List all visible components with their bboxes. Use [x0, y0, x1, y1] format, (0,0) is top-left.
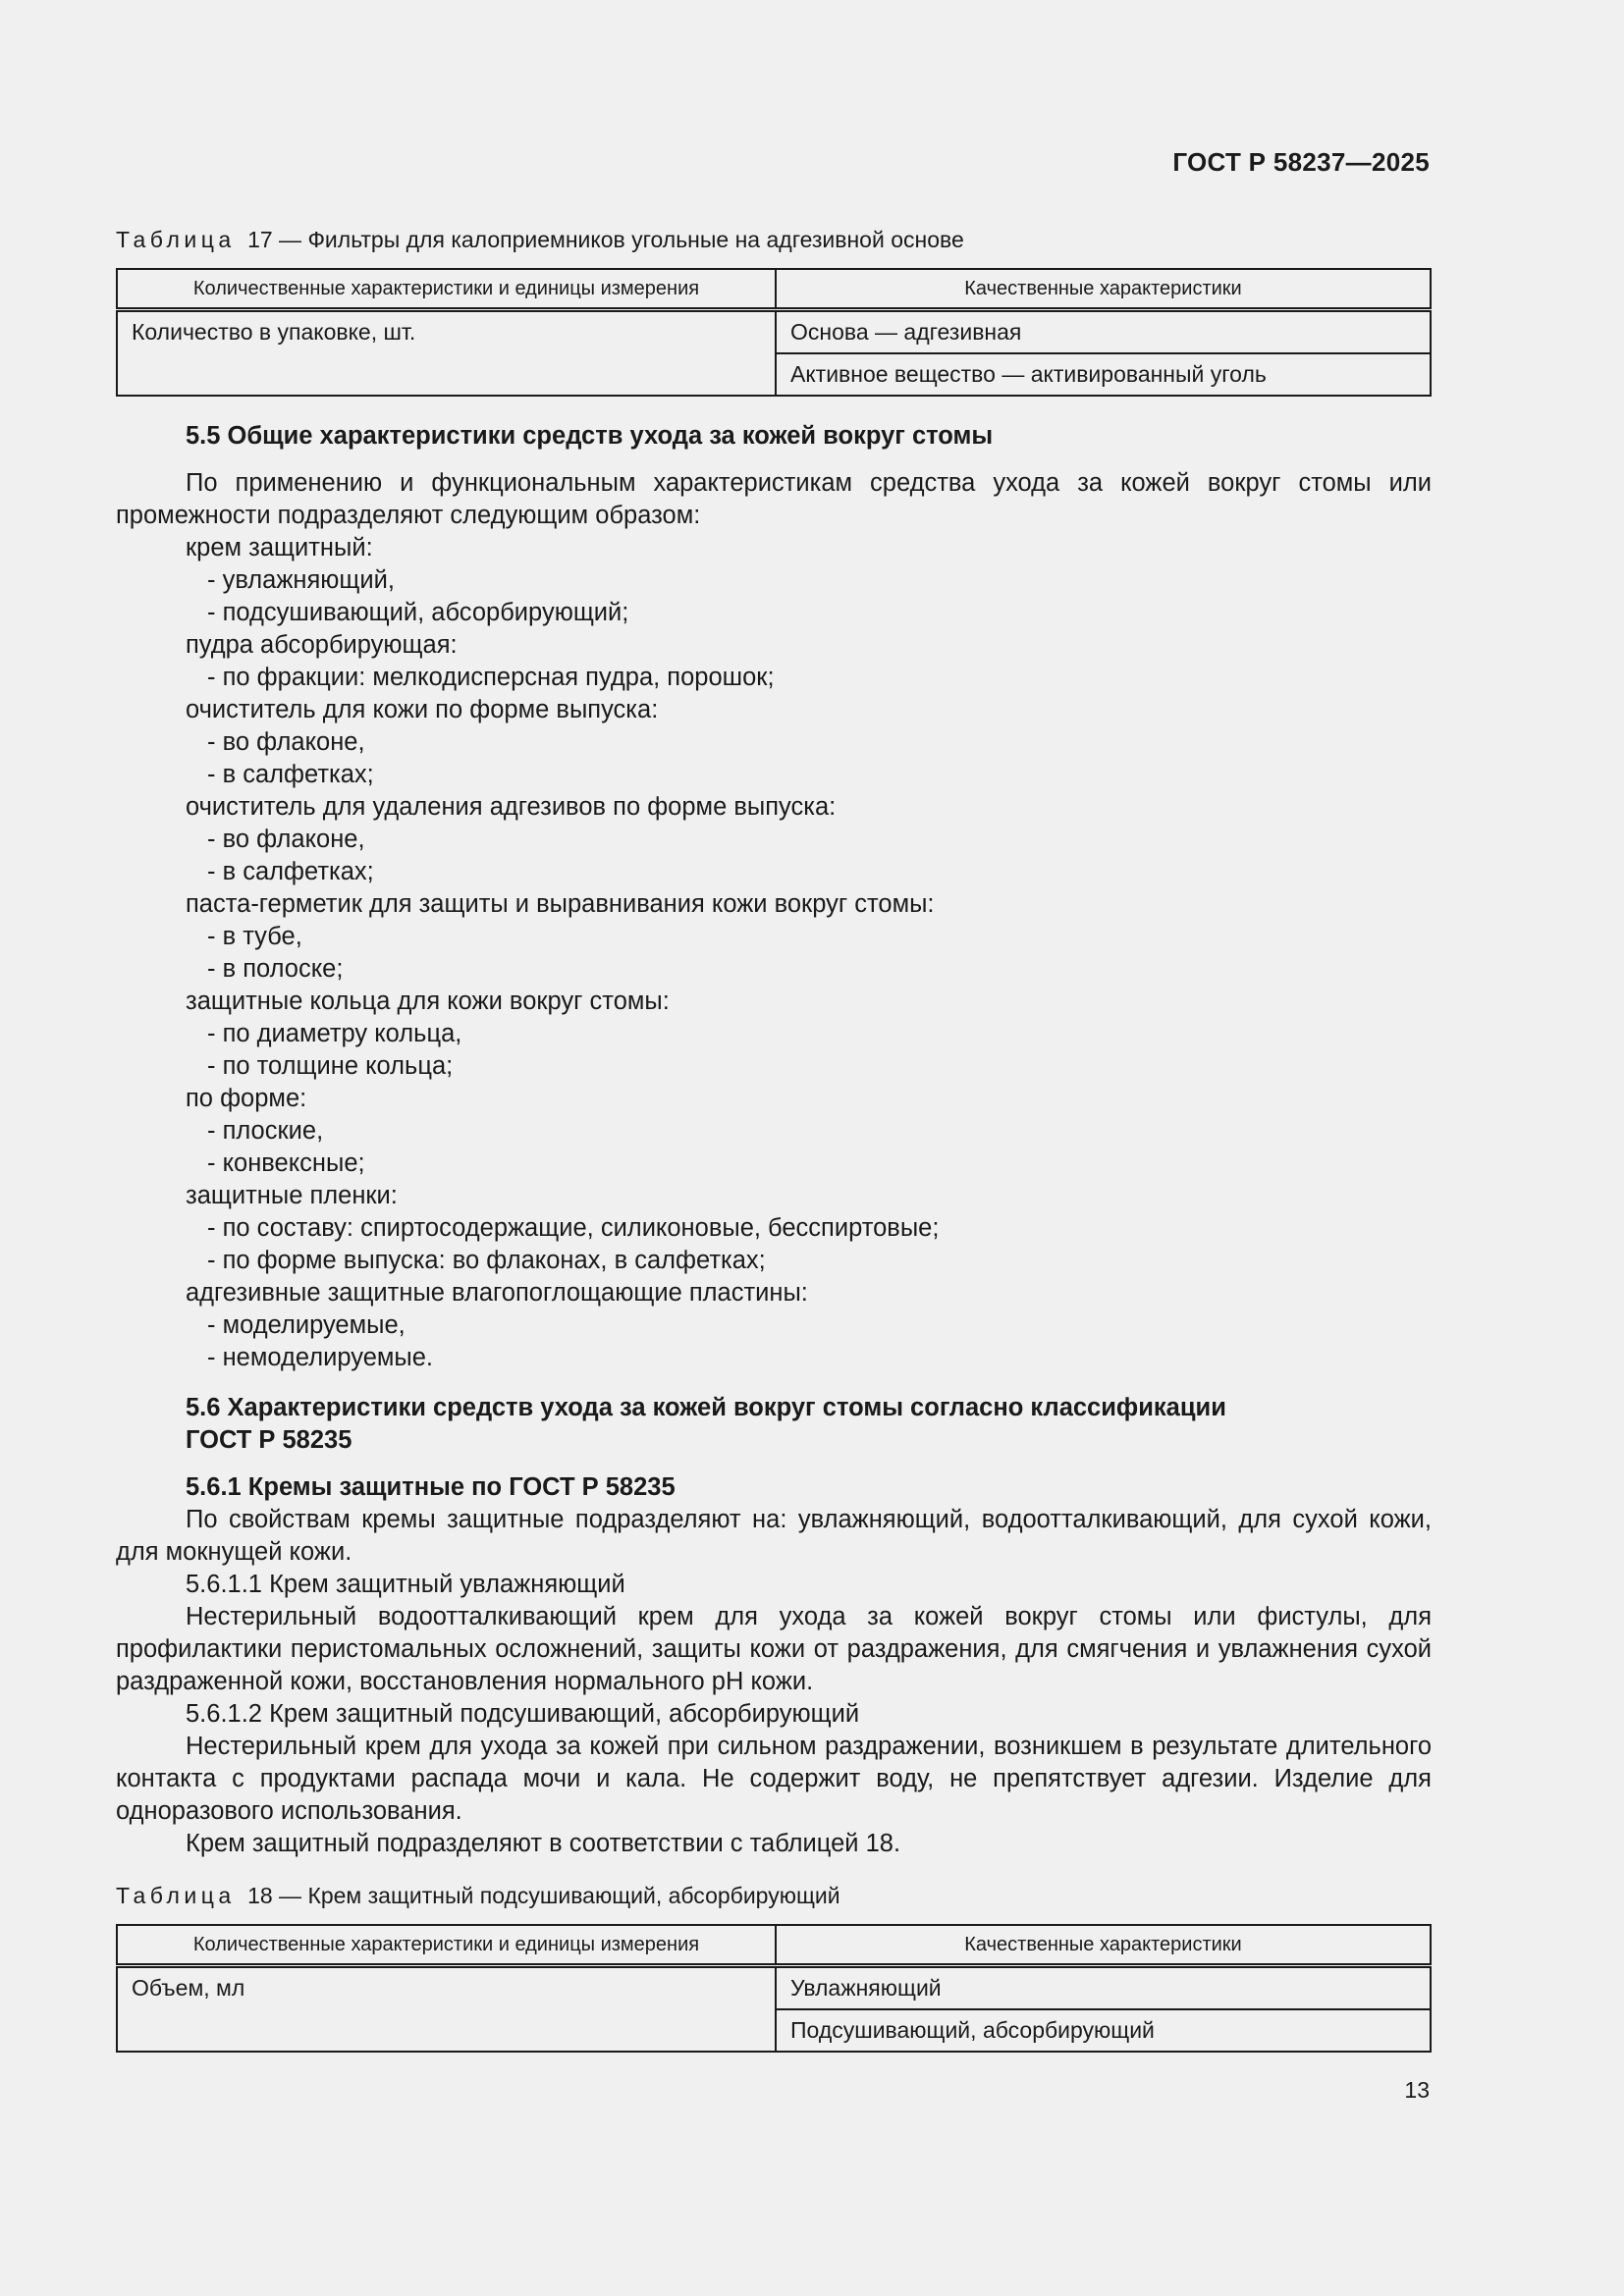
table-17-cell-base: Основа — адгезивная — [776, 310, 1431, 354]
list-item: - по толщине кольца; — [207, 1052, 454, 1080]
list-item: - плоские, — [207, 1117, 324, 1145]
list-item: - в салфетках; — [207, 761, 374, 788]
list-item: - по фракции: мелкодисперсная пудра, порошок; — [207, 664, 775, 691]
table-18-cell-volume: Объем, мл — [117, 1966, 776, 2053]
list-item: пудра абсорбирующая: — [186, 631, 458, 659]
list-item: - в тубе, — [207, 923, 302, 950]
table-17-cell-quantity: Количество в упаковке, шт. — [117, 310, 776, 397]
section-5-6-heading-line1: 5.6 Характеристики средств ухода за кожей вокруг стомы согласно классификации — [186, 1394, 1226, 1421]
list-item: - по составу: спиртосодержащие, силиконовые, бесспиртовые; — [207, 1214, 940, 1242]
section-5-6-1-heading: 5.6.1 Кремы защитные по ГОСТ Р 58235 — [186, 1473, 676, 1501]
page-number: 13 — [1404, 2077, 1430, 2103]
table-row — [117, 310, 1431, 354]
list-item: адгезивные защитные влагопоглощающие пластины: — [186, 1279, 808, 1307]
list-item: по форме: — [186, 1085, 307, 1112]
list-item: - подсушивающий, абсорбирующий; — [207, 599, 629, 626]
section-5-6-1-1-text: Нестерильный водоотталкивающий крем для ухода за кожей вокруг стомы или фистулы, для профилактики перистомальных осложнений, защиты кожи от раздражения, для смягчения и увлажнения сухой раздраженной кожи, восстановления нормального pH кожи. — [116, 1603, 1432, 1695]
table-18-caption-word: Таблица — [116, 1883, 236, 1908]
section-5-6-1-2-heading: 5.6.1.2 Крем защитный подсушивающий, абсорбирующий — [186, 1700, 860, 1728]
table-17-cell-active-substance: Активное вещество — активированный уголь — [776, 353, 1431, 396]
list-item: очиститель для удаления адгезивов по форме выпуска: — [186, 793, 837, 821]
list-item: - моделируемые, — [207, 1311, 406, 1339]
section-5-6-heading-line2: ГОСТ Р 58235 — [186, 1426, 352, 1454]
section-5-6-1-2-text: Нестерильный крем для ухода за кожей при сильном раздражении, возникшем в результате длительного контакта с продуктами распада мочи и кала. Не содержит воду, не препятствует адгезии. Изделие для одноразового использования. — [116, 1733, 1432, 1825]
table-17 — [116, 268, 1432, 397]
section-5-6-1-1-heading: 5.6.1.1 Крем защитный увлажняющий — [186, 1571, 625, 1598]
list-item: - увлажняющий, — [207, 566, 395, 594]
table-17-caption-text: 17 — Фильтры для калоприемников угольные на адгезивной основе — [247, 227, 964, 252]
table-18-column-quantitative: Количественные характеристики и единицы измерения — [117, 1925, 776, 1966]
section-5-5-intro: По применению и функциональным характеристикам средства ухода за кожей вокруг стомы или промежности подразделяют следующим образом: — [116, 469, 1432, 529]
list-item: - во флаконе, — [207, 728, 365, 756]
table-17-column-qualitative: Качественные характеристики — [776, 269, 1431, 310]
table-18 — [116, 1924, 1432, 2053]
section-5-6-1-2-text-reference: Крем защитный подразделяют в соответствии с таблицей 18. — [186, 1830, 901, 1857]
table-header-row — [117, 269, 1431, 310]
table-18-caption-text: 18 — Крем защитный подсушивающий, абсорбирующий — [247, 1883, 840, 1908]
document-code: ГОСТ Р 58237—2025 — [1172, 147, 1430, 177]
table-17-caption-word: Таблица — [116, 227, 236, 252]
list-item: защитные пленки: — [186, 1182, 398, 1209]
table-17-caption — [116, 227, 964, 253]
table-17-column-quantitative: Количественные характеристики и единицы измерения — [117, 269, 776, 310]
list-item: - во флаконе, — [207, 826, 365, 853]
list-item: - немоделируемые. — [207, 1344, 433, 1371]
table-18-cell-drying: Подсушивающий, абсорбирующий — [776, 2009, 1431, 2052]
list-item: - по диаметру кольца, — [207, 1020, 462, 1047]
list-item: - конвексные; — [207, 1149, 365, 1177]
list-item: - в салфетках; — [207, 858, 374, 885]
list-item: очиститель для кожи по форме выпуска: — [186, 696, 659, 723]
section-5-5-list — [116, 532, 1432, 1374]
list-item: крем защитный: — [186, 534, 373, 561]
list-item: - по форме выпуска: во флаконах, в салфетках; — [207, 1247, 766, 1274]
section-5-6-1-text: По свойствам кремы защитные подразделяют на: увлажняющий, водоотталкивающий, для сухой кожи, для мокнущей кожи. — [116, 1506, 1432, 1566]
table-18-column-qualitative: Качественные характеристики — [776, 1925, 1431, 1966]
list-item: защитные кольца для кожи вокруг стомы: — [186, 988, 670, 1015]
table-18-caption — [116, 1883, 840, 1909]
section-5-5-heading: 5.5 Общие характеристики средств ухода за кожей вокруг стомы — [186, 422, 994, 450]
table-18-cell-moisturizing: Увлажняющий — [776, 1966, 1431, 2010]
list-item: - в полоске; — [207, 955, 344, 983]
list-item: паста-герметик для защиты и выравнивания кожи вокруг стомы: — [186, 890, 935, 918]
section-5-5 — [116, 420, 1432, 1374]
table-row — [117, 1966, 1431, 2010]
section-5-6 — [116, 1392, 1432, 1860]
table-header-row — [117, 1925, 1431, 1966]
